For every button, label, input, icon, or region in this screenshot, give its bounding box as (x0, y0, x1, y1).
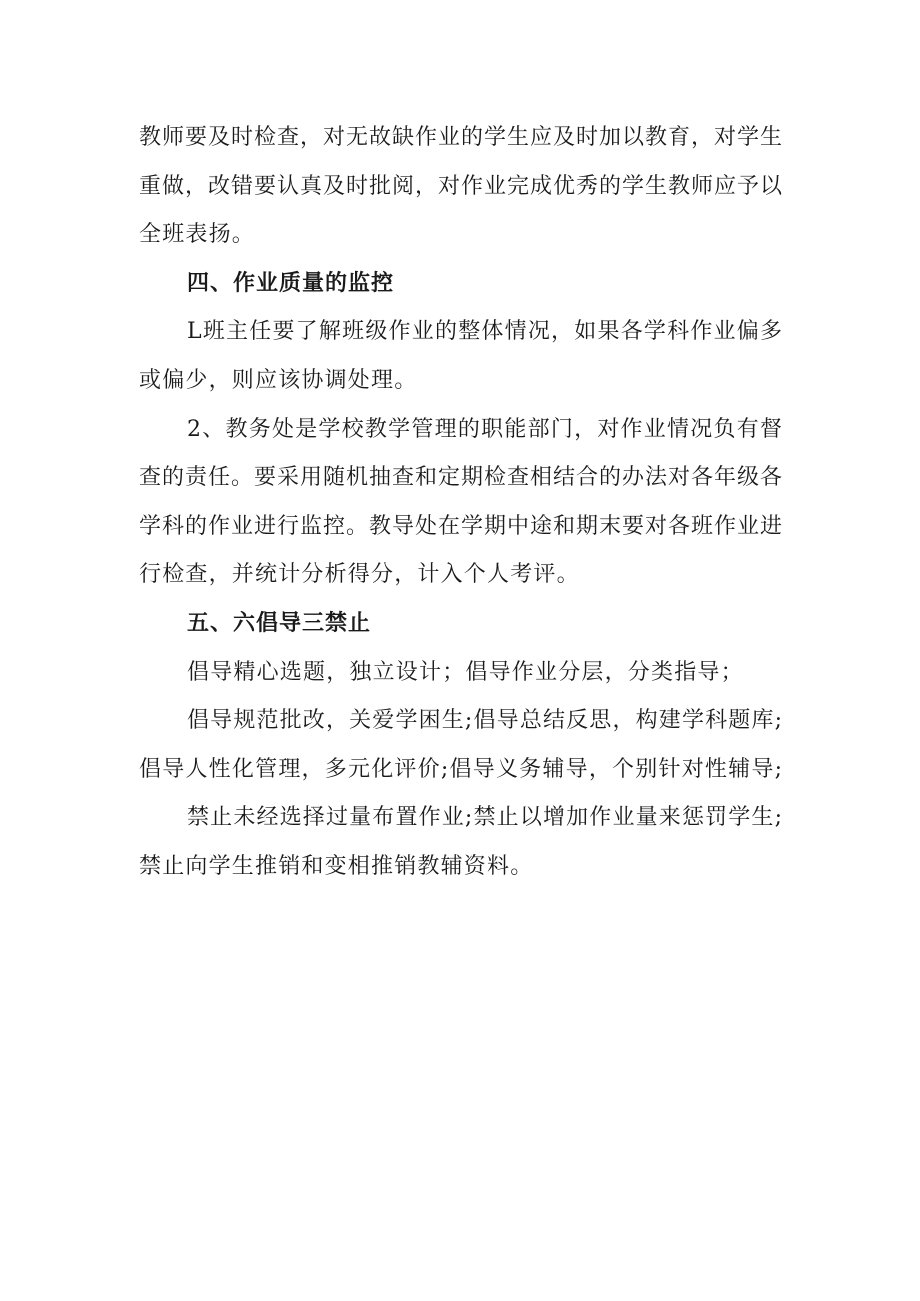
paragraph-line: 倡导人性化管理，多元化评价;倡导义务辅导，个别针对性辅导; (139, 756, 782, 782)
paragraph-line: 倡导规范批改，关爱学困生;倡导总结反思，构建学科题库; (187, 708, 782, 734)
paragraph-line: 2、教务处是学校教学管理的职能部门，对作业情况负有督 (187, 416, 782, 442)
paragraph-line: 查的责任。要采用随机抽查和定期检查相结合的办法对各年级各 (139, 465, 782, 491)
paragraph-line: 教师要及时检查，对无故缺作业的学生应及时加以教育，对学生 (139, 125, 782, 150)
paragraph-line: 重做，改错要认真及时批阅，对作业完成优秀的学生教师应予以 (139, 173, 782, 199)
paragraph-line: 禁止未经选择过量布置作业;禁止以增加作业量来惩罚学生; (187, 805, 782, 831)
paragraph-line: 行检查，并统计分析得分，计入个人考评。 (139, 562, 580, 588)
paragraph-line: 或偏少，则应该协调处理。 (139, 367, 418, 393)
paragraph-line: 全班表扬。 (139, 222, 256, 248)
paragraph-line: 禁止向学生推销和变相推销教辅资料。 (139, 853, 534, 879)
section-heading-4: 四、作业质量的监控 (187, 270, 395, 296)
document-page (139, 114, 782, 892)
section-heading-5: 五、六倡导三禁止 (187, 610, 372, 636)
paragraph-line: 学科的作业进行监控。教导处在学期中途和期末要对各班作业进 (139, 513, 782, 539)
paragraph-line: 倡导精心选题，独立设计；倡导作业分层，分类指导； (187, 659, 744, 685)
paragraph-line: L班主任要了解班级作业的整体情况，如果各学科作业偏多 (187, 319, 782, 345)
